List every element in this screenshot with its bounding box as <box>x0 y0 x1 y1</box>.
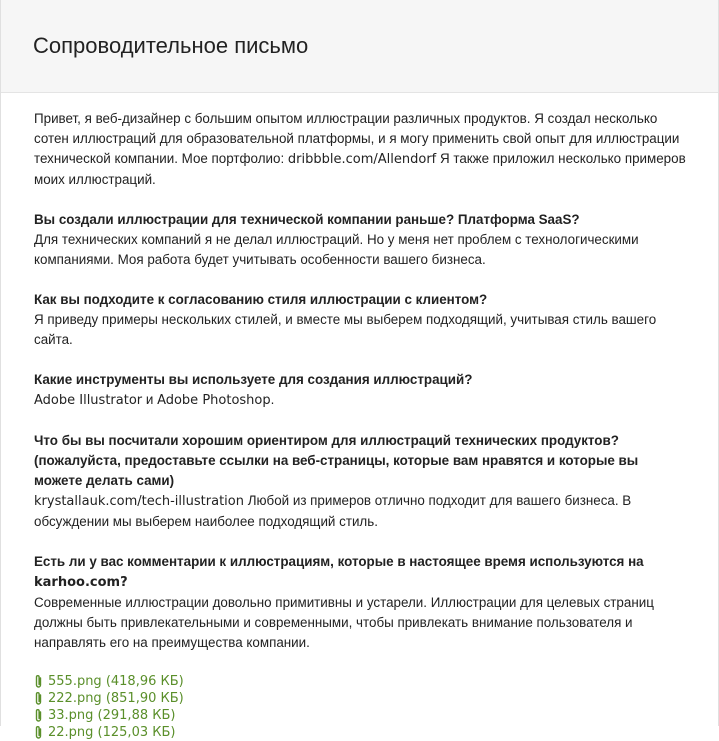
answer-and: и <box>142 392 158 407</box>
tool-illustrator: Adobe Illustrator <box>34 393 143 408</box>
attachment-link[interactable] <box>34 673 686 690</box>
paperclip-icon <box>34 708 43 723</box>
question: Какие инструменты вы используете для создания иллюстраций? <box>34 372 473 387</box>
answer-end: . <box>270 392 275 407</box>
qa-block <box>34 290 686 350</box>
paperclip-icon <box>34 725 43 740</box>
answer: Современные иллюстрации довольно примитивны и устарели. Иллюстрации для целевых страниц должны быть привлекательными и современными, чтобы привлекать внимание пользователя и направлять его на преимущества компании. <box>34 595 654 650</box>
attachment-label: 222.png (851,90 КБ) <box>48 691 184 706</box>
question-site: karhoo.com? <box>34 575 128 590</box>
reference-link: krystallauk.com/tech-illustration <box>34 494 244 509</box>
question: Что бы вы посчитали хорошим ориентиром для иллюстраций технических продуктов? (пожалуйста, предоставьте ссылки на веб-страницы, которые вам нравятся и которые вы можете делать сами) <box>34 433 639 488</box>
tool-photoshop: Adobe Photoshop <box>157 393 271 408</box>
question: Как вы подходите к согласованию стиля иллюстрации с клиентом? <box>34 292 488 307</box>
attachment-label: 33.png (291,88 КБ) <box>48 708 176 723</box>
question: Есть ли у вас комментарии к иллюстрациям, которые в настоящее время используются на <box>34 554 644 569</box>
qa-block <box>34 210 686 270</box>
paperclip-icon <box>34 674 43 689</box>
attachment-link[interactable] <box>34 707 686 724</box>
page-title: Сопроводительное письмо <box>33 33 309 58</box>
letter-content <box>1 93 718 741</box>
intro-paragraph <box>34 109 686 190</box>
answer: Любой из примеров отлично подходит для вашего бизнеса. В обсуждении мы выберем наиболее подходящий стиль. <box>34 493 632 529</box>
answer: Я приведу примеры нескольких стилей, и вместе мы выберем подходящий, учитывая стиль вашего сайта. <box>34 312 657 347</box>
qa-block <box>34 370 686 411</box>
attachment-label: 22.png (125,03 КБ) <box>48 725 176 740</box>
attachment-link[interactable] <box>34 690 686 707</box>
paperclip-icon <box>34 691 43 706</box>
intro-text: Привет, я веб-дизайнер с большим опытом иллюстрации различных продуктов. Я создал несколько сотен иллюстраций для образовательной платформы, и я могу применить свой опыт для иллюстрации технической компании. Мое портфолио: <box>34 111 680 166</box>
question: Вы создали иллюстрации для технической компании раньше? Платформа SaaS? <box>34 212 580 227</box>
qa-block <box>34 552 686 653</box>
intro-text-end: Я также приложил несколько примеров моих иллюстраций. <box>34 151 686 187</box>
portfolio-link: dribbble.com/Allendorf <box>287 152 437 167</box>
qa-block <box>34 431 686 532</box>
panel-header <box>1 0 718 93</box>
attachments-list <box>34 673 686 741</box>
answer: Для технических компаний я не делал иллюстраций. Но у меня нет проблем с технологическими компаниями. Моя работа будет учитывать особенности вашего бизнеса. <box>34 232 639 267</box>
attachment-link[interactable] <box>34 724 686 741</box>
attachment-label: 555.png (418,96 КБ) <box>48 674 184 689</box>
